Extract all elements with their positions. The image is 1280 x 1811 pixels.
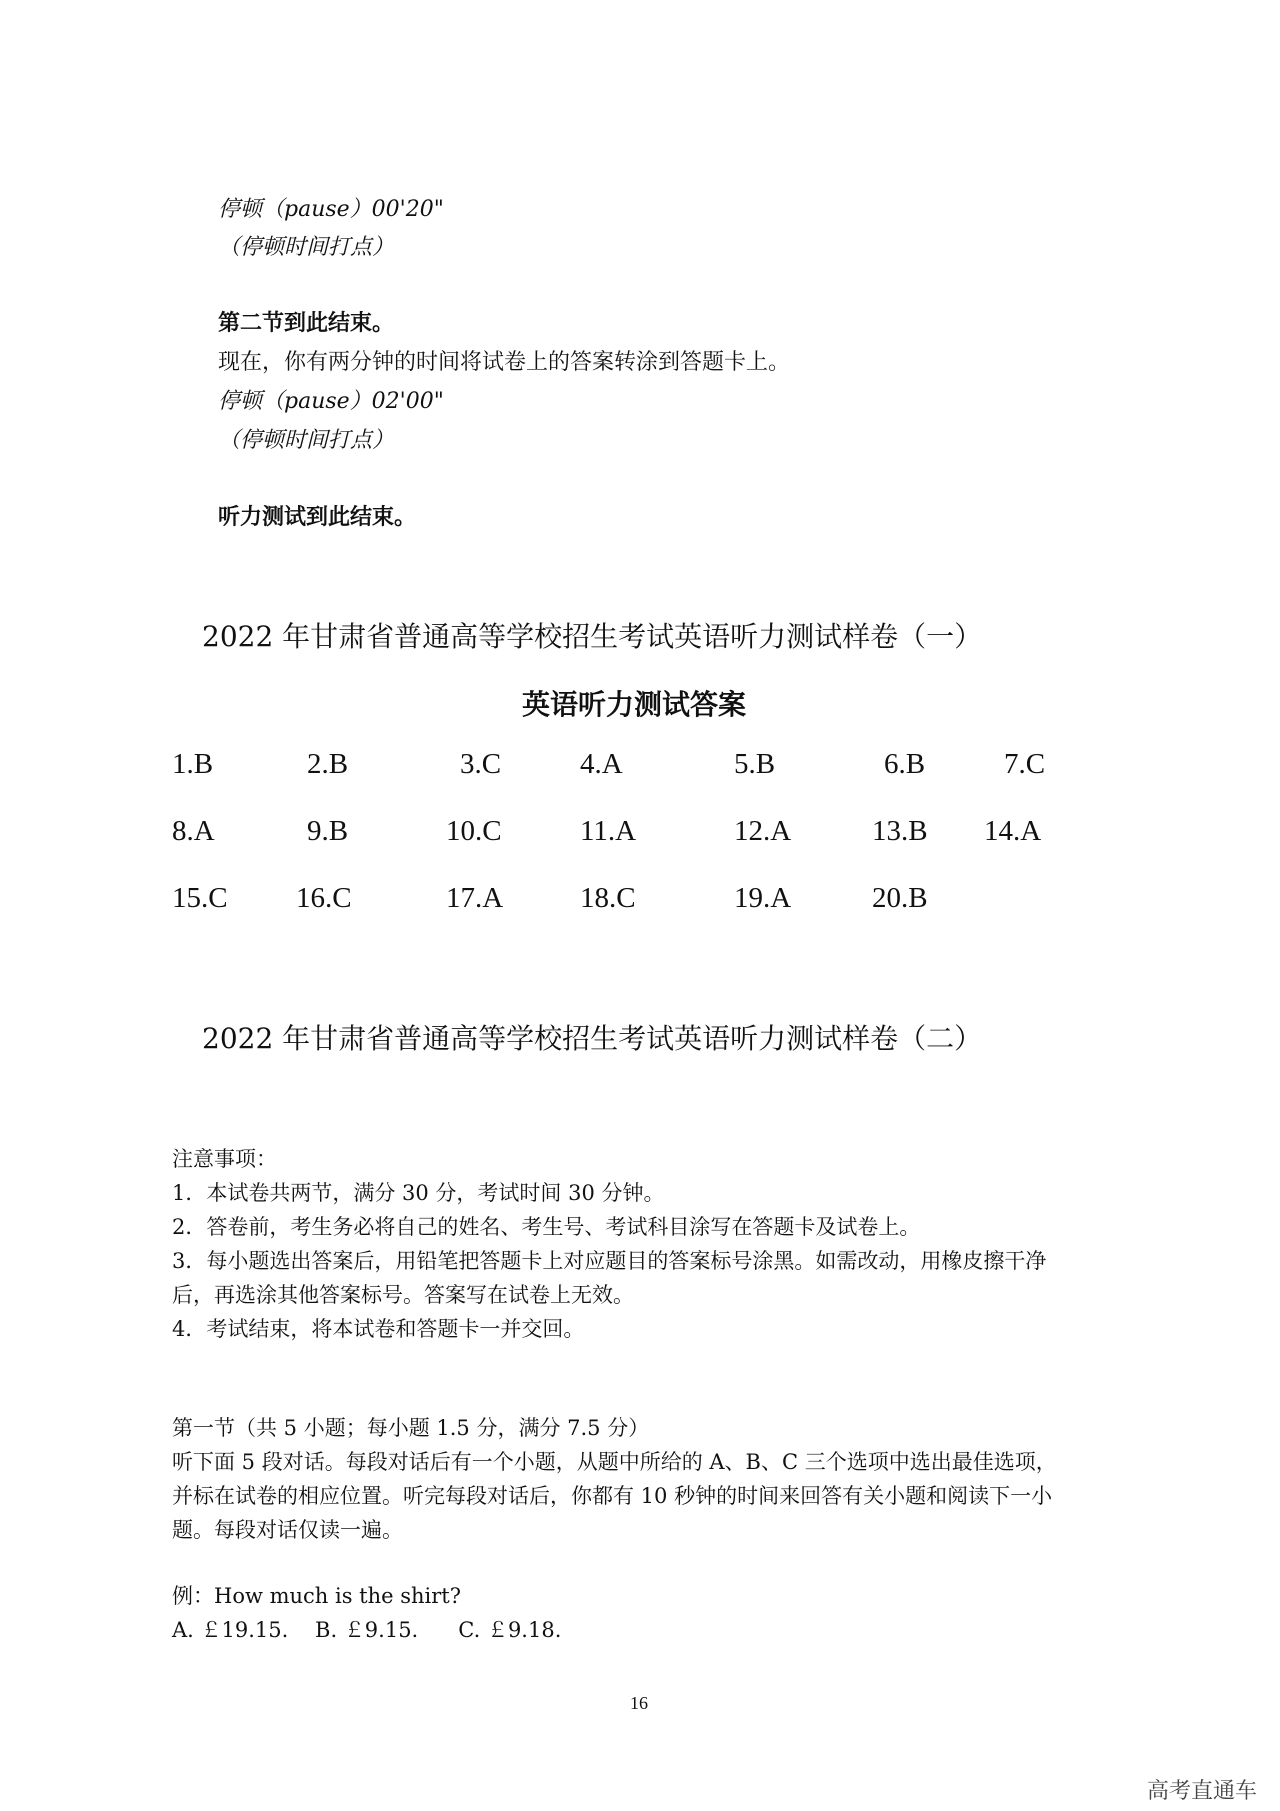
answer-11: 11.A [580,815,637,847]
answer-5: 5.B [734,748,776,780]
test-end: 听力测试到此结束。 [218,504,417,530]
section1-line-2: 并标在试卷的相应位置。听完每段对话后，你都有 10 秒钟的时间来回答有关小题和阅读下一小 [172,1484,1053,1508]
answer-12: 12.A [734,815,792,847]
section1-heading: 第一节（共 5 小题；每小题 1.5 分，满分 7.5 分） [172,1416,650,1440]
example-question: 例：How much is the shirt? [172,1584,461,1608]
answer-9: 9.B [307,815,349,847]
notice-line-3-cont: 后，再选涂其他答案标号。答案写在试卷上无效。 [172,1283,634,1307]
answer-10: 10.C [446,815,502,847]
watermark: 高考直通车 [1147,1779,1258,1804]
notice-line-3: 3．每小题选出答案后，用铅笔把答题卡上对应题目的答案标号涂黑。如需改动，用橡皮擦干净 [172,1249,1047,1273]
answer-19: 19.A [734,882,792,914]
answer-1: 1.B [172,748,214,780]
answer-15: 15.C [172,882,228,914]
notice-line-2: 2．答卷前，考生务必将自己的姓名、考生号、考试科目涂写在答题卡及试卷上。 [172,1215,921,1239]
answer-8: 8.A [172,815,215,847]
pause-line-1: 停顿（pause）00'20" [218,197,444,222]
notice-line-1: 1．本试卷共两节，满分 30 分，考试时间 30 分钟。 [172,1181,665,1205]
pause-note-1: （停顿时间打点） [218,235,395,260]
page-number: 16 [630,1693,648,1713]
pause-note-2: （停顿时间打点） [218,428,395,453]
answers-title: 英语听力测试答案 [522,688,747,721]
answer-3: 3.C [460,748,502,780]
answer-14: 14.A [984,815,1042,847]
answer-20: 20.B [872,882,928,914]
notice-heading: 注意事项： [172,1147,277,1171]
answer-2: 2.B [307,748,349,780]
paper1-title: 2022 年甘肃省普通高等学校招生考试英语听力测试样卷（一） [202,620,983,653]
answer-4: 4.A [580,748,623,780]
paper2-title: 2022 年甘肃省普通高等学校招生考试英语听力测试样卷（二） [202,1022,983,1055]
answer-18: 18.C [580,882,636,914]
answer-17: 17.A [446,882,504,914]
pause-line-2: 停顿（pause）02'00" [218,389,444,414]
section1-line-3: 题。每段对话仅读一遍。 [172,1518,403,1542]
notice-line-4: 4．考试结束，将本试卷和答题卡一并交回。 [172,1317,585,1341]
section2-end: 第二节到此结束。 [218,310,395,336]
answer-13: 13.B [872,815,928,847]
example-options: A. ￡19.15. B. ￡9.15. C. ￡9.18. [172,1618,562,1642]
answer-6: 6.B [884,748,926,780]
answer-7: 7.C [1004,748,1046,780]
section1-line-1: 听下面 5 段对话。每段对话后有一个小题，从题中所给的 A、B、C 三个选项中选出最佳选项， [172,1450,1057,1474]
answer-16: 16.C [296,882,352,914]
transfer-note: 现在，你有两分钟的时间将试卷上的答案转涂到答题卡上。 [218,350,791,375]
